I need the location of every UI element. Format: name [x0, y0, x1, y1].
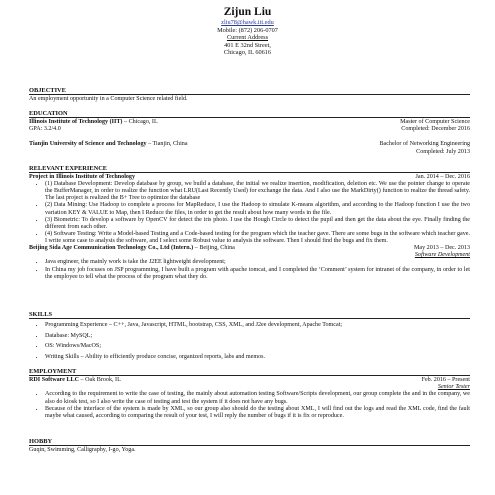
list-item: • Programming Experience – C++, Java, Javascript, HTML, bootstrap, CSS, XML, and J2ee development, Apache Tomcat; — [45, 320, 470, 331]
education-entry-1-detail — [29, 126, 470, 133]
candidate-name: Zijun Liu — [223, 6, 272, 18]
mobile-number: Mobile: (872) 206-0707 — [217, 26, 278, 34]
skills-list — [29, 320, 470, 362]
employment-bullets — [29, 391, 470, 419]
email-link[interactable]: zliu78@hawk.iit.edu — [221, 19, 274, 26]
objective-title: OBJECTIVE — [29, 87, 66, 94]
gpa: GPA: 3.2/4.0 — [29, 126, 61, 133]
resume-header — [0, 6, 495, 57]
employment-header — [29, 377, 470, 384]
list-item: • Database: MySQL; — [45, 331, 470, 342]
list-item: • In China my job focuses on JSP programming, I have built a program with apache tomcat, and I completed the ‘Comment’ system for intranet of the company, in order to let the employee to tell what the process of the program what they do. — [45, 267, 470, 281]
list-item: • Because of the interface of the system is made by XML, so our group also should do the testing about XML, I will find out the logs and read the XML code, find the fault maybe what caused, according to comparing the result of your test, I will reply the number of bugs if it is fix or reproduce. — [45, 406, 470, 420]
address-line-1: 401 E 32nd Street, — [224, 41, 271, 49]
list-item: • (2) Data Mining: Use Hadoop to complete a process for MapReduce, I use the Hadoop to simulate K-means algorithm, and according to the Hadoop function I use the two variation KEY & VALUE to Map, then I Reduce the files, in order to get the result about how many words in the file. — [45, 202, 470, 216]
project-header-2 — [29, 245, 470, 252]
objective-text: An employment opportunity in a Computer Science related field. — [29, 96, 188, 102]
list-item: • (3) Biometric: To develop a software by OpenCV for detect the iris photo. I use the Hough Circle to detect the pupil and then get the data about the eye. Finally finding the different from each other. — [45, 217, 470, 231]
experience-section — [29, 165, 470, 281]
employment-date: Feb. 2016 – Present — [421, 377, 470, 383]
company-name: Beijing Sida Age Communication Technology Co., Ltd (Intern.) — [29, 245, 194, 252]
project-role-row — [29, 252, 470, 259]
address-line-2: Chicago, IL 60616 — [223, 49, 272, 57]
employment-section — [29, 368, 470, 420]
education-title: EDUCATION — [29, 110, 68, 117]
school-name: Illinois Institute of Technology (IIT) — [29, 119, 123, 125]
list-item: • Writing Skills – Ability to efficiently produce concise, organized reports, labs and memos. — [45, 352, 470, 363]
school-name: Tianjin University of Science and Technology — [29, 141, 147, 148]
list-item: • (1) Database Development: Develop database by group, we build a database, the initial we realize insertion, modification, deletion etc. We use the pointer change to operate the BufferManager, in order to realize the function what LRU(Last Recently Used) for exchange the data. And I also use the MarkDirty() function to realize the thread safety. The last project is realized the B+ Tree to optimize the database — [45, 181, 470, 202]
school-location: – Chicago, IL — [122, 119, 158, 125]
education-section — [29, 110, 470, 156]
hobby-section — [29, 438, 470, 454]
job-role: Software Development — [414, 252, 470, 259]
address-label: Current Address — [226, 34, 269, 42]
school-location: – Tianjin, China — [146, 141, 188, 148]
completion-date: Completed: July 2013 — [416, 148, 470, 155]
skills-title: SKILLS — [29, 311, 53, 318]
project-date: May 2013 – Dec. 2013 — [413, 245, 470, 252]
skills-section — [29, 311, 470, 362]
list-item: • OS: Windows/MacOS; — [45, 341, 470, 352]
education-entry-1 — [29, 119, 470, 126]
project-bullets-2 — [29, 259, 470, 280]
degree: Bachelor of Networking Engineering — [379, 141, 470, 148]
education-entry-2 — [29, 141, 470, 148]
employment-title: EMPLOYMENT — [29, 368, 77, 375]
employer-name: RDI Software LLC — [29, 377, 79, 383]
education-entry-2-detail — [29, 149, 470, 156]
completion-date: Completed: December 2016 — [401, 126, 470, 133]
project-bullets-1 — [29, 181, 470, 245]
list-item: • (4) Software Testing: Write a Model-based Testing and a Code-based testing for the program which the teacher gave. There are some bugs in the software which teacher gave. I write some case to analysis the software, and I select some Robust value to analysis the software. Then I should find the bugs and fix them. — [45, 231, 470, 245]
job-role: Senior Tester — [437, 384, 470, 391]
hobby-title: HOBBY — [29, 438, 53, 445]
degree: Master of Computer Science — [400, 119, 470, 125]
employer-location: – Oak Brook, IL — [79, 377, 121, 383]
list-item: • Java engineer, the mainly work is take the J2EE lightweight development; — [45, 259, 470, 266]
hobby-text: Guqin, Swimming, Calligraphy, I-go, Yoga. — [29, 447, 136, 453]
company-location: – Beijing, China — [193, 245, 235, 252]
experience-title: RELEVANT EXPERIENCE — [29, 165, 108, 172]
objective-section — [29, 87, 470, 103]
project-date: Jan. 2014 – Dec. 2016 — [415, 174, 470, 180]
list-item: • According to the requirement to write the case of testing, the mainly about automation testing Software/Scripts development, our group complete the and in the company, we also do kiosk test, so I also write the case of testing and test the system if it does not have any bugs. — [45, 391, 470, 405]
project-name: Project in Illinois Institute of Technology — [29, 174, 136, 180]
